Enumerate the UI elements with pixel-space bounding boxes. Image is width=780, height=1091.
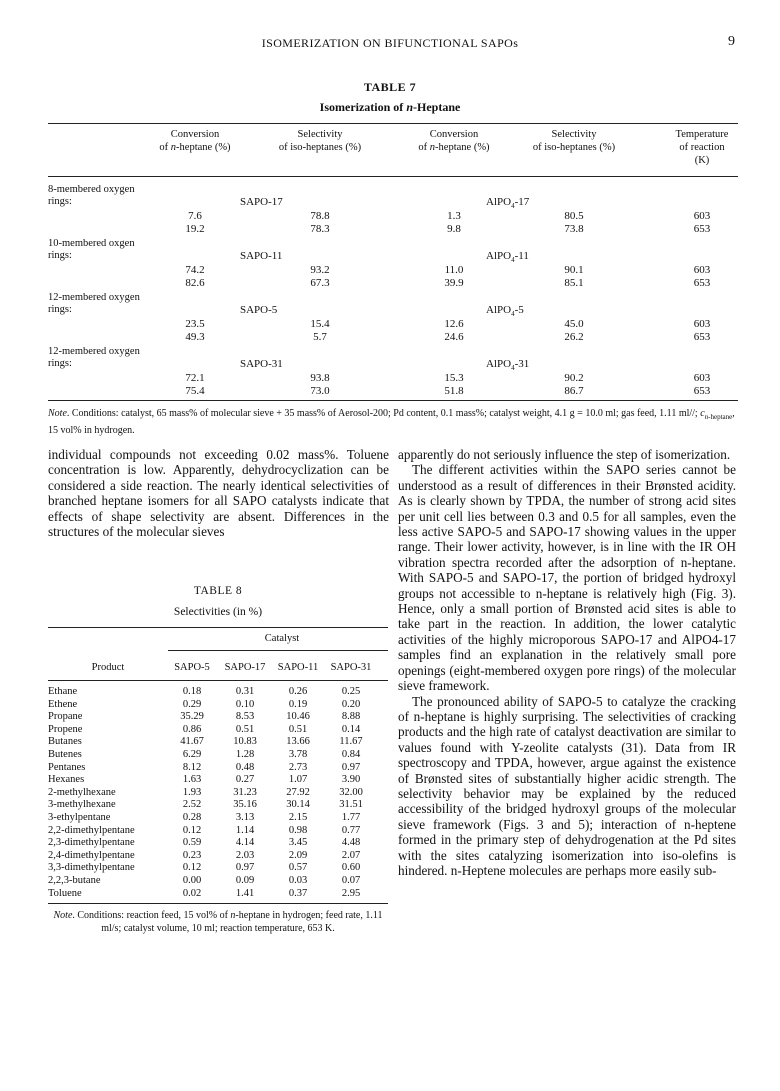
table7-cell: 86.7 [564,385,584,397]
table8-bottom-rule [48,903,388,904]
table7-col-header: Temperature of reaction (K) [675,129,729,166]
table8-cell: 0.29 [182,698,202,710]
table8-catalyst-header: Catalyst [264,633,300,644]
table8-cell: 6.29 [182,749,202,760]
table8-cell: 0.00 [182,875,202,886]
table7-cell: 15.4 [310,318,330,330]
table8-cell: 0.86 [182,723,202,735]
table8-cell: 0.57 [288,862,308,874]
table7-cell: 90.2 [564,372,584,384]
table7-cell: 67.3 [310,277,330,289]
table8-cell: 0.19 [288,698,308,710]
running-title: ISOMERIZATION ON BIFUNCTIONAL SAPOs [261,36,519,50]
table7-group-label: 8-membered oxygen rings: [48,184,135,207]
table8-cell: 0.97 [341,761,361,773]
table7-cell: 51.8 [444,385,464,397]
table8-product: Propane [48,711,83,723]
table7-col-header: Conversion of n-heptane (%) [159,129,231,153]
table8-cell: 1.41 [235,887,255,899]
table8-catalyst-rule [168,650,388,651]
table8-product: 2-methylhexane [48,786,116,798]
table8-cell: 0.37 [288,887,308,899]
table8-cell: 3.78 [288,749,308,760]
page-number: 9 [728,34,735,49]
table7-cell: 75.4 [185,385,205,397]
table7-cell: 90.1 [564,264,584,276]
table8-cell: 3.90 [341,774,361,786]
table8-cell: 1.07 [288,774,308,786]
table8-cell: 0.59 [182,837,202,849]
table7-cell: 73.8 [564,223,584,235]
table8-cell: 4.14 [235,837,255,849]
table8-product: 2,3-dimethylpentane [48,837,135,849]
table8-cell: 8.12 [182,761,202,773]
table8-cell: 8.53 [235,711,255,723]
table7-cell: 26.2 [564,331,584,343]
table8-product: 3-methylhexane [48,799,116,811]
table8-cell: 41.67 [180,736,204,748]
table8-product: Toluene [48,887,82,899]
table8-cell: 3.45 [288,837,308,849]
table7-sapo-name: SAPO-31 [240,358,283,370]
table7-cell: 85.1 [564,277,584,289]
table8-cell: 32.00 [339,786,363,798]
table8-cell: 2.03 [235,849,255,861]
table7-cell: 49.3 [185,331,205,343]
table7-col-header: Selectivity of iso-heptanes (%) [278,129,362,153]
table8-cell: 1.28 [235,749,255,760]
table7-cell: 653 [693,277,711,289]
table7-cell: 5.7 [313,331,327,343]
table7-cell: 93.8 [310,372,330,384]
table8-product: 3-ethylpentane [48,812,111,823]
table8-cell: 1.63 [182,774,202,786]
table8-cell: 0.14 [341,723,361,735]
table8-col-header: SAPO-17 [224,662,266,673]
table8-product-header: Product [91,662,125,673]
table8-product: Propene [48,723,83,735]
right-paragraph-1: apparently do not seriously influence the step of isomerization. [398,447,731,462]
table7-alpo-name: AlPO$_4$-17 [486,196,530,211]
table8-cell: 2.52 [182,799,202,811]
right-column [398,447,736,878]
table8-cell: 2.73 [288,761,308,773]
table7-cell: 603 [693,264,711,276]
table8-product: 2,2,3-butane [48,875,101,886]
table8-cell: 0.20 [341,698,361,710]
table8-cell: 0.12 [182,824,202,836]
table8-cell: 1.14 [235,824,255,836]
table8-cell: 2.95 [341,887,361,899]
table8-cell: 0.09 [235,875,255,886]
table7-alpo-name: AlPO$_4$-11 [486,250,529,265]
table8-product: Hexanes [48,774,85,786]
table8-note: Note. Conditions: reaction feed, 15 vol% of n-heptane in hydrogen; feed rate, 1.11 ml/s; catalyst volume, 10 ml; reaction temperature, 653 K. [53,910,383,934]
table8-cell: 1.93 [182,786,202,798]
table8-top-rule [48,627,388,628]
table8-cell: 0.51 [288,723,308,735]
table7-top-rule [48,123,738,124]
table8-cell: 0.23 [182,849,202,861]
table7-cell: 1.3 [447,210,461,222]
table8-cell: 0.28 [182,812,202,823]
table8-cell: 2.09 [288,849,308,861]
table8-cell: 2.07 [341,849,361,861]
table7-cell: 78.3 [310,223,330,235]
table8-col-header: SAPO-11 [277,662,319,673]
table8-label: TABLE 8 [193,585,243,597]
table7-cell: 603 [693,318,711,330]
table8-cell: 35.16 [233,799,257,811]
table7-cell: 7.6 [188,210,202,222]
table8-product: 2,4-dimethylpentane [48,849,135,861]
table8-header-rule [48,680,388,681]
table8-cell: 0.07 [341,875,361,886]
table7-cell: 78.8 [310,210,330,222]
table8-cell: 0.31 [235,686,255,697]
table7-cell: 24.6 [444,331,464,343]
table8-cell: 31.51 [339,799,363,811]
table8-cell: 35.29 [180,711,204,723]
table7-sapo-name: SAPO-11 [240,250,283,262]
table8-cell: 0.18 [182,686,202,697]
table7-note: Note. Conditions: catalyst, 65 mass% of molecular sieve + 35 mass% of Aerosol-200; Pd content, 0.1 mass%; catalyst weight, 4.1 g = 10.0 ml; gas feed, 1.11 ml//; $c_{n-heptane}$, 15 vol% in hydrogen. [48,408,735,436]
table8-product: Butanes [48,736,82,748]
table7-cell: 93.2 [310,264,330,276]
table8-product: 2,2-dimethylpentane [48,824,135,836]
table7-cell: 11.0 [444,264,464,276]
table8-cell: 0.97 [235,862,255,874]
table8-cell: 0.02 [182,887,202,899]
table8-cell: 0.25 [341,686,361,697]
table8-cell: 0.26 [288,686,308,697]
table8-col-header: SAPO-31 [330,662,372,673]
table8-cell: 0.84 [341,749,361,760]
table7-cell: 80.5 [564,210,584,222]
table7-cell: 653 [693,331,711,343]
table7-group-label: 12-membered oxygen rings: [48,292,140,315]
table7-group-label: 10-membered oxgen rings: [48,238,135,261]
table7-cell: 653 [693,223,711,235]
table7-cell: 603 [693,210,711,222]
table8-cell: 0.10 [235,698,255,710]
table8-product: Ethane [48,686,78,697]
table8-title: Selectivities (in %) [173,606,263,618]
table7-sapo-name: SAPO-5 [240,304,278,316]
table8-cell: 11.67 [339,736,363,748]
table8-cell: 0.51 [235,723,255,735]
table8-cell: 4.48 [341,837,361,849]
table8-product: Butenes [48,749,82,760]
table8-cell: 13.66 [286,736,310,748]
table8-cell: 0.98 [288,824,308,836]
table7-col-header: Selectivity of iso-heptanes (%) [532,129,616,153]
table8-cell: 0.60 [341,862,361,874]
table7-alpo-name: AlPO$_4$-5 [486,304,524,319]
table8-cell: 0.27 [235,774,255,786]
table7-cell: 72.1 [185,372,205,384]
table8-cell: 8.88 [341,711,361,723]
table7-cell: 23.5 [185,318,205,330]
table7-cell: 653 [693,385,711,397]
table7-cell: 74.2 [185,264,205,276]
table7-cell: 39.9 [444,277,464,289]
table7-cell: 82.6 [185,277,205,289]
table7-cell: 603 [693,372,711,384]
table7-cell: 45.0 [564,318,584,330]
table8-cell: 27.92 [286,786,310,798]
table8-cell: 30.14 [286,799,310,811]
right-paragraph-2: The different activities within the SAPO series cannot be understood as a result of differences in their Brønsted acidity. As is clearly shown by TPDA, the number of strong acid sites per unit cell lies between 0.3 and 0.5 for all samples, even the less active SAPO-5 and SAPO-17 showing values in the upper range. Their lower activity, however, is in line with the IR OH vibration spectra recorded after the adsorption of n-heptane. With SAPO-5 and SAPO-17, the portion of bridged hydroxyl groups not accessible to n-heptane is relatively high (Fig. 3). Hence, only a small portion of Brønsted acid sites is able to take part in the reaction. In addition, the lower catalytic activities of the highly microporous SAPO-17 and AlPO4-17 samples find an explanation in the relatively small pore openings (eight-membered oxygen pore rings) of the molecular sieve framework. [398,462,736,694]
table7-group-label: 12-membered oxygen rings: [48,346,140,369]
table7-cell: 73.0 [310,385,330,397]
table7-title: Isomerization of n-Heptane [319,100,461,114]
table7-alpo-name: AlPO$_4$-31 [486,358,530,373]
table8-cell: 0.77 [341,824,361,836]
table7-cell: 12.6 [444,318,464,330]
table8-cell: 1.77 [341,812,361,823]
table8-cell: 10.46 [286,711,310,723]
table8-cell: 0.48 [235,761,255,773]
table7-cell: 19.2 [185,223,205,235]
left-column-paragraph: individual compounds not exceeding 0.02 mass%. Toluene concentration is low. Apparently, dehydrocyclization can be considered a side reaction. The nearly identical selectivities of branched heptane isomers for all SAPO catalysts indicate that effects of shape selectivity are absent. Differences in the structures of the molecular sieves [48,447,389,540]
table7-label: TABLE 7 [363,80,417,94]
table8-cell: 3.13 [235,812,255,823]
table8-product: Pentanes [48,761,86,773]
table8-cell: 0.12 [182,862,202,874]
table7-col-header: Conversion of n-heptane (%) [418,129,490,153]
table7-cell: 9.8 [447,223,461,235]
table8-cell: 0.03 [288,875,308,886]
table8-cell: 31.23 [233,786,257,798]
table7-header-rule [48,176,738,177]
table7-cell: 15.3 [444,372,464,384]
table8-product: 3,3-dimethylpentane [48,862,135,874]
table8-product: Ethene [48,698,78,710]
table7-sapo-name: SAPO-17 [240,196,283,208]
right-paragraph-3: The pronounced ability of SAPO-5 to catalyze the cracking of n-heptane is highly surprising. The selectivities of cracking products and the high rate of catalyst deactivation are similar to values found with Y-zeolite catalysts (31). Data from IR spectroscopy and TPDA, however, argue against the existence of Brønsted sites of substantially higher acidic strength. The selectivity behavior may be explained by the reduced accessibility of the bridged hydroxyl groups of the molecular sieve framework (Figs. 3 and 5); interaction of n-heptene formed in the primary step of dehydrogenation at the Pd sites with the sites catalyzing isomerization into iso-olefins is hindered. n-Heptene molecules are perhaps more easily sub- [398,693,736,878]
table8-cell: 2.15 [288,812,308,823]
table8-col-header: SAPO-5 [174,662,210,673]
table8-cell: 10.83 [233,736,257,748]
table7-bottom-rule [48,400,738,401]
